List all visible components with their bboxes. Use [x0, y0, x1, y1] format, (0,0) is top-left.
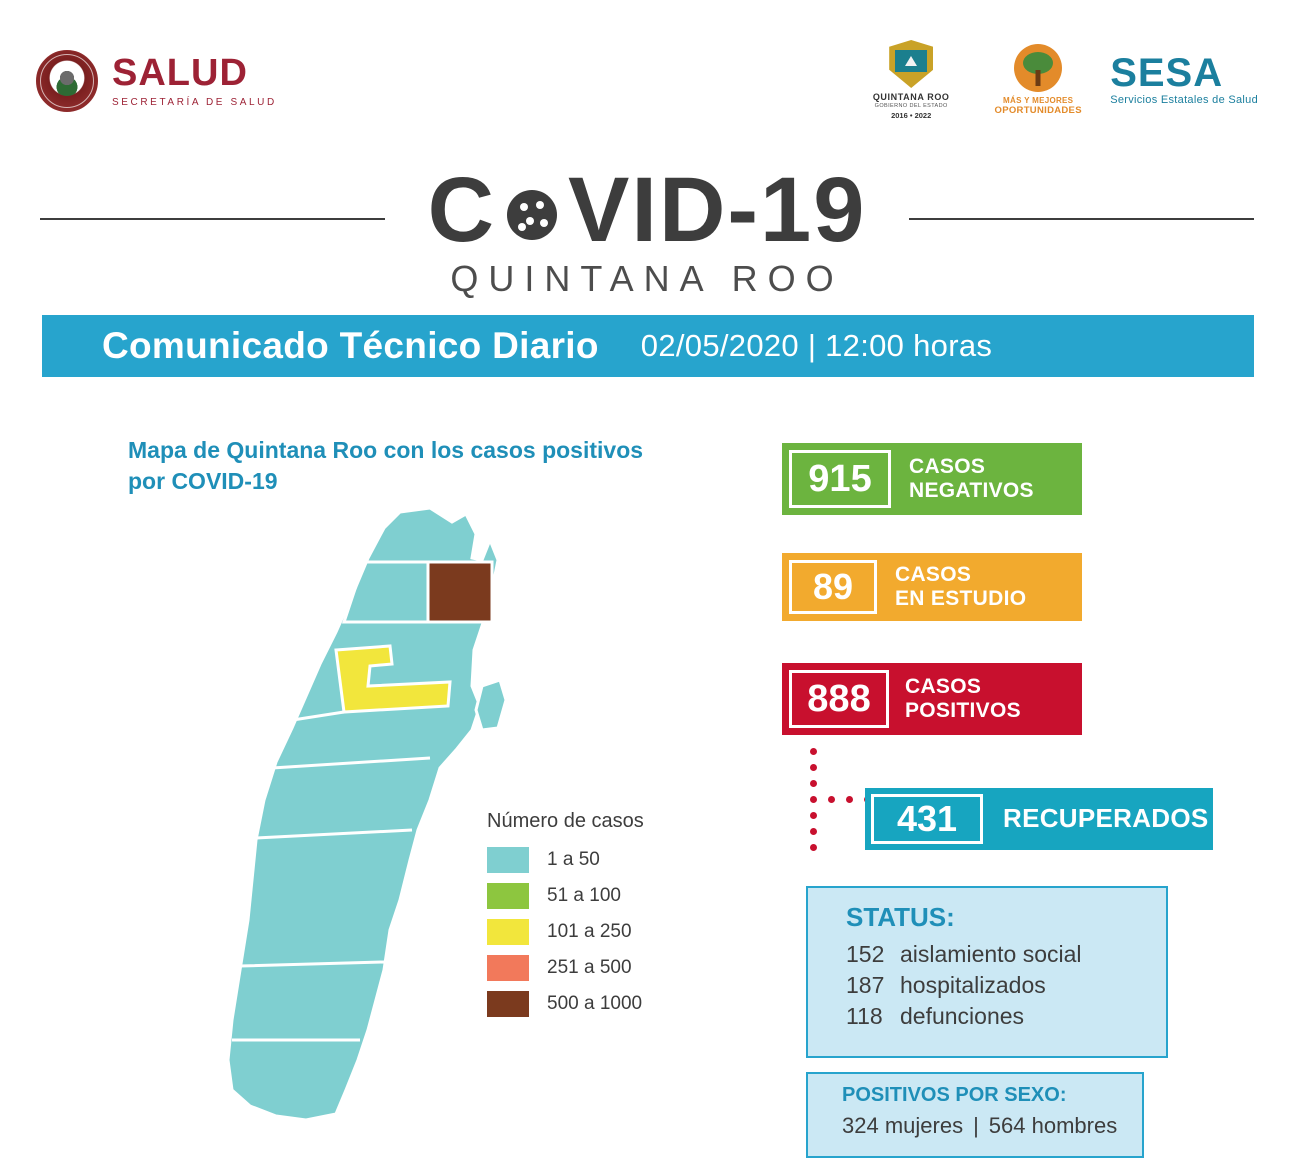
sexo-separator: | — [973, 1113, 979, 1138]
comunicado-bar — [42, 315, 1254, 377]
status-text: defunciones — [900, 1003, 1025, 1029]
status-box — [806, 886, 1168, 1058]
map-legend — [487, 810, 644, 1027]
stat-card-negativos — [782, 443, 1082, 515]
sexo-row — [842, 1113, 1142, 1139]
stat-label-line2: EN ESTUDIO — [895, 587, 1027, 610]
stat-card-positivos — [782, 663, 1082, 735]
sexo-hombres: 564 hombres — [988, 1113, 1118, 1138]
stat-value-negativos: 915 — [789, 450, 891, 508]
legend-item — [487, 991, 644, 1017]
comunicado-date: 02/05/2020 | 12:00 horas — [640, 328, 993, 363]
stat-label-line1: CASOS — [895, 563, 972, 587]
status-value: 118 — [846, 1003, 883, 1029]
status-row — [846, 972, 1166, 999]
header — [0, 0, 1294, 140]
mas-line2: OPORTUNIDADES — [994, 105, 1082, 116]
qroo-gob: GOBIERNO DEL ESTADO — [874, 103, 948, 109]
status-row — [846, 1003, 1166, 1030]
legend-item — [487, 919, 644, 945]
sesa-subtitle: Servicios Estatales de Salud — [1110, 94, 1258, 106]
stat-value-recuperados: 431 — [871, 794, 983, 844]
stat-card-estudio — [782, 553, 1082, 621]
legend-swatch — [487, 847, 529, 873]
covid-wordmark — [0, 159, 1294, 261]
mas-oportunidades-logo — [988, 44, 1088, 116]
legend-item — [487, 955, 644, 981]
tree-icon — [1014, 44, 1062, 92]
status-row — [846, 941, 1166, 968]
status-title: STATUS: — [846, 902, 955, 932]
stat-label-line2: POSITIVOS — [905, 699, 1021, 722]
stat-label-line1: CASOS — [909, 455, 986, 479]
stat-label-line1: CASOS — [905, 675, 982, 699]
covid-text-rest: VID-19 — [568, 159, 867, 261]
sesa-wordmark: SESA — [1110, 51, 1224, 95]
legend-title: Número de casos — [487, 810, 644, 832]
covid-title-block — [0, 150, 1294, 300]
qroo-name: QUINTANA ROO — [872, 92, 950, 102]
legend-item — [487, 847, 644, 873]
legend-swatch — [487, 919, 529, 945]
salud-subtitle: SECRETARÍA DE SALUD — [112, 97, 277, 108]
covid-letter-c: C — [427, 159, 497, 261]
stat-label-negativos — [909, 455, 1034, 502]
sexo-title: POSITIVOS POR SEXO: — [842, 1084, 1067, 1106]
covid-subtitle: QUINTANA ROO — [450, 258, 844, 299]
mas-line1: MÁS Y MEJORES — [1003, 96, 1074, 105]
legend-label: 500 a 1000 — [547, 993, 643, 1014]
legend-swatch — [487, 991, 529, 1017]
legend-swatch — [487, 883, 529, 909]
status-text: hospitalizados — [900, 972, 1046, 998]
map-island-cozumel — [476, 680, 506, 730]
quintana-roo-logo — [856, 40, 966, 120]
legend-label: 251 a 500 — [547, 957, 632, 978]
positivos-por-sexo-box — [806, 1072, 1144, 1158]
sesa-logo — [1110, 51, 1258, 106]
legend-label: 51 a 100 — [547, 885, 621, 906]
salud-logo — [36, 50, 277, 112]
qroo-years: 2016 • 2022 — [891, 111, 932, 120]
legend-label: 1 a 50 — [547, 849, 600, 870]
stat-card-recuperados — [865, 788, 1213, 850]
map-title: Mapa de Quintana Roo con los casos positivos por COVID-19 — [128, 437, 644, 495]
shield-icon — [889, 40, 933, 88]
status-text: aislamiento social — [900, 941, 1082, 967]
stat-label-recuperados: RECUPERADOS — [1003, 803, 1209, 834]
stat-value-positivos: 888 — [789, 670, 889, 728]
status-value: 187 — [846, 972, 885, 998]
mexico-seal-icon — [36, 50, 98, 112]
status-value: 152 — [846, 941, 885, 967]
stat-value-estudio: 89 — [789, 560, 877, 614]
map-region-brown — [428, 562, 492, 622]
virus-icon — [496, 179, 568, 251]
comunicado-title: Comunicado Técnico Diario — [102, 325, 599, 366]
stat-label-estudio — [895, 563, 1026, 610]
stat-label-line2: NEGATIVOS — [909, 479, 1034, 502]
sexo-mujeres: 324 mujeres — [842, 1113, 964, 1138]
right-logos — [856, 40, 1258, 120]
legend-item — [487, 883, 644, 909]
stat-label-positivos — [905, 675, 1021, 722]
salud-wordmark: SALUD — [112, 52, 248, 94]
legend-label: 101 a 250 — [547, 921, 632, 942]
legend-swatch — [487, 955, 529, 981]
